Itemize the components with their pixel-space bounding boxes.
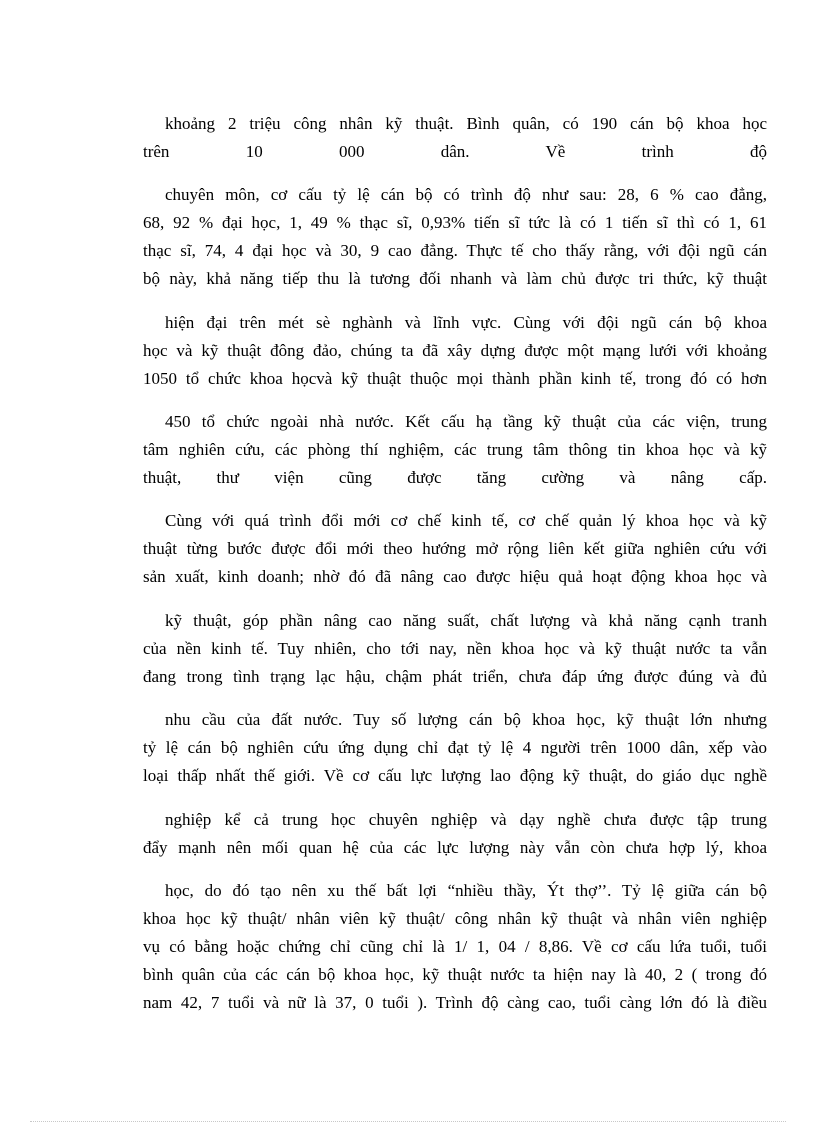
text-line: học và kỹ thuật đông đảo, chúng ta đã xây dựng được một mạng lưới với khoảng bbox=[143, 341, 767, 360]
text-line: thuật từng bước được đổi mới theo hướng mở rộng liên kết giữa nghiên cứu với bbox=[143, 539, 767, 558]
text-line: đang trong tình trạng lạc hậu, chậm phát triển, chưa đáp ứng được đúng và đủ bbox=[143, 667, 767, 686]
text-line: kỹ thuật, góp phần nâng cao năng suất, chất lượng và khả năng cạnh tranh bbox=[165, 611, 767, 630]
text-line: loại thấp nhất thế giới. Về cơ cấu lực lượng lao động kỹ thuật, do giáo dục nghề bbox=[143, 766, 767, 785]
text-line: sản xuất, kinh doanh; nhờ đó đã nâng cao được hiệu quả hoạt động khoa học và bbox=[143, 567, 767, 586]
text-line: đẩy mạnh nên mối quan hệ của các lực lượng này vẫn còn chưa hợp lý, khoa bbox=[143, 838, 767, 857]
text-line: khoảng 2 triệu công nhân kỹ thuật. Bình quân, có 190 cán bộ khoa học bbox=[165, 114, 767, 133]
text-line: vụ có bằng hoặc chứng chỉ cũng chỉ là 1/ 1, 04 / 8,86. Về cơ cấu lứa tuổi, tuổi bbox=[143, 937, 767, 956]
text-line: 450 tổ chức ngoài nhà nước. Kết cấu hạ tầng kỹ thuật của các viện, trung bbox=[165, 412, 767, 431]
text-line: thạc sĩ, 74, 4 đại học và 30, 9 cao đẳng. Thực tế cho thấy rằng, với đội ngũ cán bbox=[143, 241, 767, 260]
text-line: Cùng với quá trình đổi mới cơ chế kinh tế, cơ chế quản lý khoa học và kỹ bbox=[165, 511, 767, 530]
text-line: tâm nghiên cứu, các phòng thí nghiệm, các trung tâm thông tin khoa học và kỹ bbox=[143, 440, 767, 459]
text-line: thuật, thư viện cũng được tăng cường và nâng cấp. bbox=[143, 468, 767, 487]
text-line: nam 42, 7 tuổi và nữ là 37, 0 tuổi ). Trình độ càng cao, tuổi càng lớn đó là điều bbox=[143, 993, 767, 1012]
text-line: hiện đại trên mét sè nghành và lĩnh vực. Cùng với đội ngũ cán bộ khoa bbox=[165, 313, 767, 332]
text-line: bình quân của các cán bộ khoa học, kỹ thuật nước ta hiện nay là 40, 2 ( trong đó bbox=[143, 965, 767, 984]
text-line: 68, 92 % đại học, 1, 49 % thạc sĩ, 0,93% tiến sĩ tức là có 1 tiến sĩ thì có 1, 61 bbox=[143, 213, 767, 232]
text-line: 1050 tổ chức khoa họcvà kỹ thuật thuộc mọi thành phần kinh tế, trong đó có hơn bbox=[143, 369, 767, 388]
text-line: nhu cầu của đất nước. Tuy số lượng cán bộ khoa học, kỹ thuật lớn nhưng bbox=[165, 710, 767, 729]
page-bottom-divider bbox=[30, 1121, 786, 1122]
text-line: khoa học kỹ thuật/ nhân viên kỹ thuật/ công nhân kỹ thuật và nhân viên nghiệp bbox=[143, 909, 767, 928]
text-line: của nền kinh tế. Tuy nhiên, cho tới nay, nền khoa học và kỹ thuật nước ta vẫn bbox=[143, 639, 767, 658]
text-line: học, do đó tạo nên xu thế bất lợi “nhiều thầy, Ýt thợ’’. Tỷ lệ giữa cán bộ bbox=[165, 881, 767, 900]
text-line: tỷ lệ cán bộ nghiên cứu ứng dụng chỉ đạt tỷ lệ 4 người trên 1000 dân, xếp vào bbox=[143, 738, 767, 757]
text-line: trên 10 000 dân. Về trình độ bbox=[143, 142, 767, 161]
text-line: chuyên môn, cơ cấu tỷ lệ cán bộ có trình độ như sau: 28, 6 % cao đẳng, bbox=[165, 185, 767, 204]
text-line: bộ này, khả năng tiếp thu là tương đối nhanh và làm chủ được tri thức, kỹ thuật bbox=[143, 269, 767, 288]
text-line: nghiệp kể cả trung học chuyên nghiệp và dạy nghề chưa được tập trung bbox=[165, 810, 767, 829]
